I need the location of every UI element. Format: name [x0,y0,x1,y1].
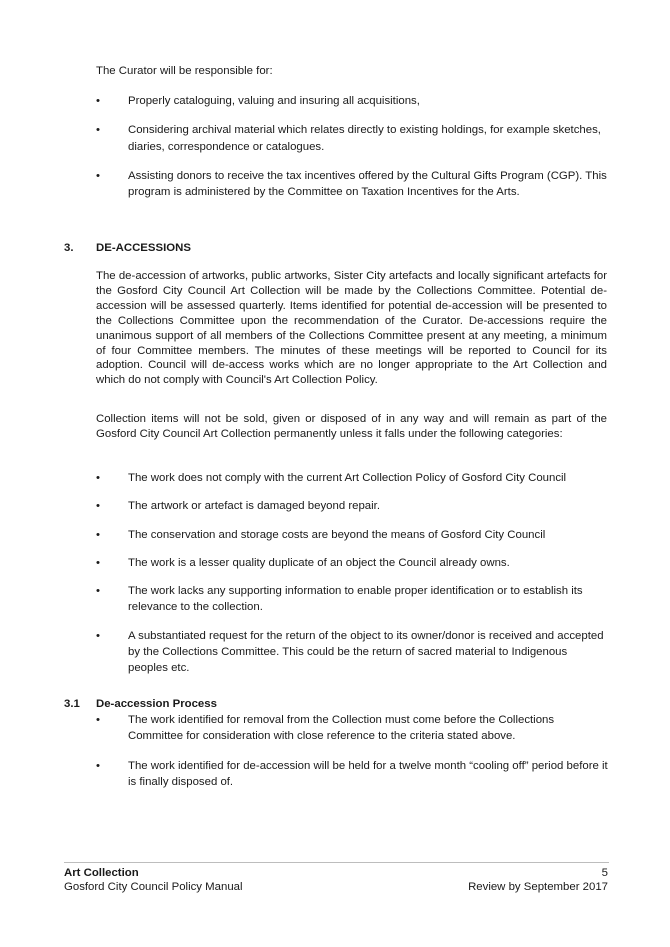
list-item-text: Assisting donors to receive the tax incentives offered by the Cultural Gifts Program (CGP). This program is administered by the Committee on Taxation Incentives for the Arts. [128,169,607,199]
list-item [96,122,608,155]
page-number: 5 [601,867,608,879]
curator-responsibilities-list [96,93,608,213]
footer-subtitle: Gosford City Council Policy Manual [64,881,243,893]
list-item-text: Properly cataloguing, valuing and insuring all acquisitions, [128,95,420,107]
footer-title: Art Collection [64,867,139,879]
bullet-icon: • [96,714,100,726]
list-item [96,527,608,543]
bullet-icon: • [96,759,100,772]
footer-divider [64,862,609,863]
review-date: Review by September 2017 [468,881,608,893]
list-item-text: Considering archival material which relates directly to existing holdings, for example sketches, diaries, correspondence or catalogues. [128,124,601,153]
section-3-paragraph-2: Collection items will not be sold, given or disposed of in any way and will remain as part of the Gosford City Council Art Collection permanently unless it falls under the following categories: [96,413,607,440]
bullet-icon: • [96,500,100,513]
list-item-text: The conservation and storage costs are beyond the means of Gosford City Council [128,528,546,541]
list-item-text: The artwork or artefact is damaged beyond repair. [128,500,380,513]
bullet-icon: • [96,528,100,541]
list-item-text: The work is a lesser quality duplicate of an object the Council already owns. [128,556,510,569]
bullet-icon: • [96,556,100,569]
list-item-text: The work identified for removal from the Collection must come before the Collections Committee for consideration with close reference to the criteria stated above. [128,714,555,743]
list-item [96,758,608,791]
de-accession-process-list [96,712,608,803]
bullet-icon: • [96,472,100,484]
list-item-text: The work identified for de-accession will be held for a twelve month “cooling off” period before it is finally disposed of. [128,759,608,788]
list-item [96,93,608,109]
section-3-paragraph-1: The de-accession of artworks, public artworks, Sister City artefacts and locally significant artefacts for the Gosford City Council Art Collection will be made by the Collections Committee. Potential de-accession will be assessed quarterly. Items identified for potential de-accession will be presented to the Collections Committee upon the recommendation of the Curator. De-accessions require the unanimous support of all members of the Collections Committee present at any meeting, a minimum of four Committee members. The minutes of these meetings will be reported to Council for its adoption. Council will de-access works which are no longer appropriate to the Art Collection and which do not comply with Council's Art Collection Policy. [96,270,607,387]
bullet-icon: • [96,124,100,137]
list-item [96,470,608,486]
list-item [96,555,608,571]
list-item-text: The work does not comply with the current Art Collection Policy of Gosford City Council [128,472,567,484]
list-item [96,168,608,201]
list-item-text: The work lacks any supporting information to enable proper identification or to establish its relevance to the collection. [128,585,583,614]
bullet-icon: • [96,629,100,642]
bullet-icon: • [96,169,100,182]
section-3-1-heading: De-accession Process [96,698,217,710]
bullet-icon: • [96,95,100,107]
list-item [96,498,608,514]
curator-intro: The Curator will be responsible for: [96,65,273,77]
bullet-icon: • [96,585,100,598]
section-3-1-number: 3.1 [64,698,80,710]
list-item [96,583,608,616]
list-item [96,628,608,677]
section-3-heading: DE-ACCESSIONS [96,242,191,254]
list-item-text: A substantiated request for the return of the object to its owner/donor is received and accepted by the Collections Committee. This could be the return of sacred material to Indigenous peoples etc. [128,629,604,675]
section-3-number: 3. [64,242,74,254]
list-item [96,712,608,745]
de-accession-criteria-list [96,470,608,689]
